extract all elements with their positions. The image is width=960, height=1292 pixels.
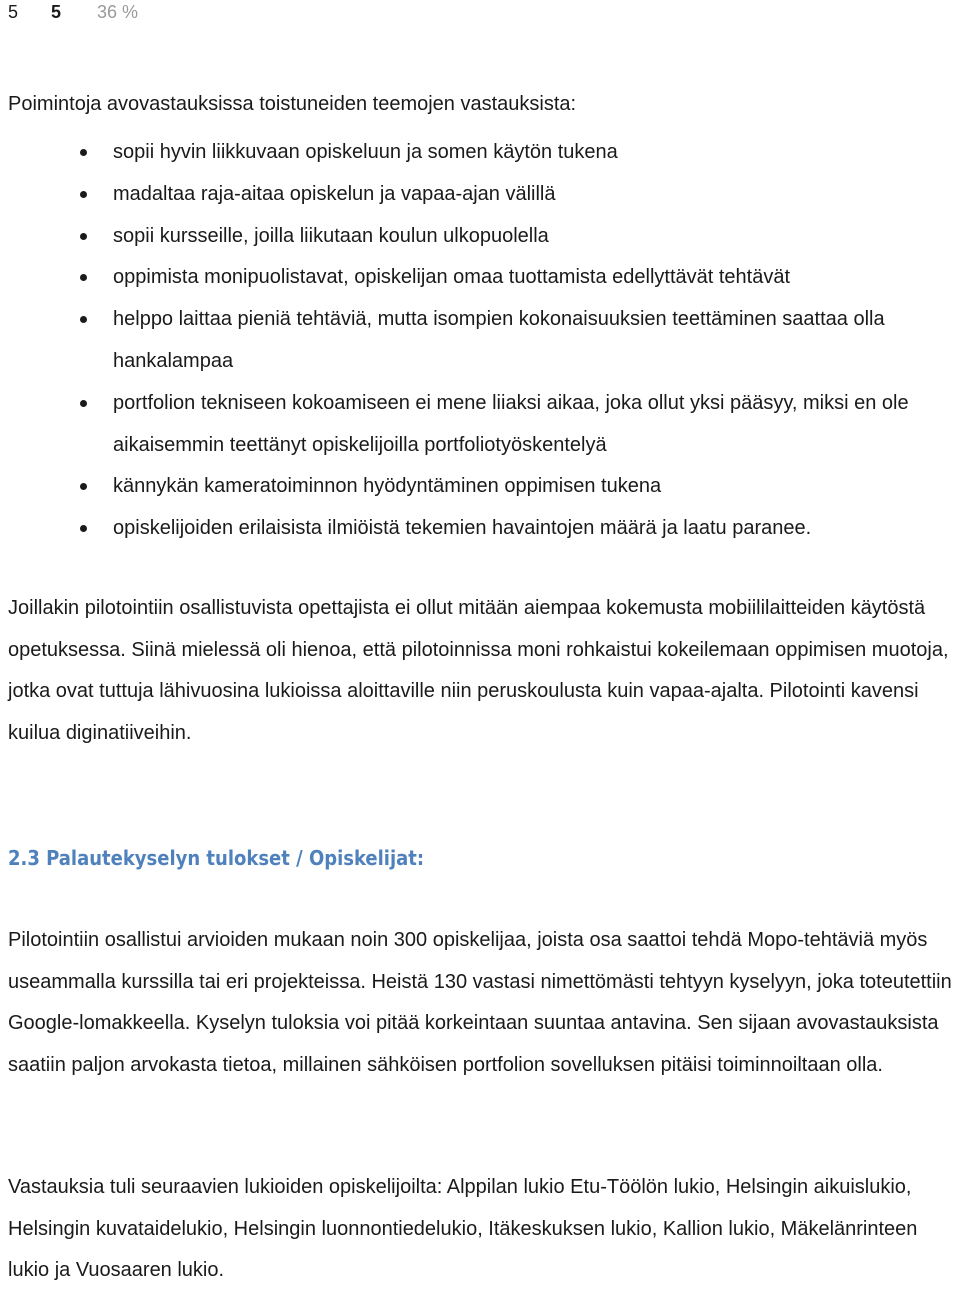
list-item-text: sopii kursseille, joilla liikutaan koulun ulkopuolella bbox=[113, 224, 549, 247]
bullet-icon bbox=[80, 233, 87, 240]
list-item-text: helppo laittaa pieniä tehtäviä, mutta isompien kokonaisuuksien teettäminen saattaa olla hankalampaa bbox=[113, 308, 885, 372]
bullet-icon bbox=[80, 149, 87, 156]
paragraph-student-survey: Pilotointiin osallistui arvioiden mukaan noin 300 opiskelijaa, joista osa saattoi tehdä Mopo-tehtäviä myös useammalla kurssilla tai eri projekteissa. Heistä 130 vastasi nimettömästi tehtyyn kyselyyn, joka toteutettiin Google-lomakkeella. Kyselyn tuloksia voi pitää korkeintaan suuntaa antavina. Sen sijaan avovastauksista saatiin paljon arvokasta tietoa, millainen sähköisen portfolion sovelluksen pitäisi toiminnoiltaan olla. bbox=[8, 929, 952, 1076]
section-heading: 2.3 Palautekyselyn tulokset / Opiskelijat: bbox=[8, 846, 425, 870]
list-item bbox=[0, 299, 943, 383]
bullet-icon bbox=[80, 191, 87, 198]
bullet-icon bbox=[80, 274, 87, 281]
list-item-text: sopii hyvin liikkuvaan opiskeluun ja somen käytön tukena bbox=[113, 141, 618, 163]
list-item bbox=[0, 216, 943, 258]
list-item bbox=[0, 466, 943, 508]
paragraph-schools: Vastauksia tuli seuraavien lukioiden opiskelijoilta: Alppilan lukio Etu-Töölön lukio, Helsingin aikuislukio, Helsingin kuvataidelukio, Helsingin luonnontiedelukio, Itäkeskuksen lukio, Kallion lukio, Mäkelänrinteen lukio ja Vuosaaren lukio. bbox=[8, 1176, 918, 1282]
list-item bbox=[0, 508, 943, 550]
paragraph-pilot-teachers: Joillakin pilotointiin osallistuvista opettajista ei ollut mitään aiempaa kokemusta mobiililaitteiden käytöstä opetuksessa. Siinä mielessä oli hienoa, että pilotoinnissa moni rohkaistui kokeilemaan oppimisen muotoja, jotka ovat tuttuja lähivuosina lukioissa aloittaville niin peruskoulusta kuin vapaa-ajalta. Pilotointi kavensi kuilua diginatiiveihin. bbox=[8, 597, 949, 744]
list-item-text: opiskelijoiden erilaisista ilmiöistä tekemien havaintojen määrä ja laatu paranee. bbox=[113, 517, 812, 540]
page-total: 5 bbox=[51, 2, 62, 22]
feedback-bullet-list bbox=[0, 132, 960, 550]
bullet-icon bbox=[80, 316, 87, 323]
intro-text: Poimintoja avovastauksissa toistuneiden teemojen vastauksista: bbox=[8, 93, 577, 115]
list-item-text: madaltaa raja-aitaa opiskelun ja vapaa-ajan välillä bbox=[113, 182, 556, 205]
bullet-icon bbox=[80, 400, 87, 407]
bullet-icon bbox=[80, 483, 87, 490]
list-item-text: oppimista monipuolistavat, opiskelijan omaa tuottamista edellyttävät tehtävät bbox=[113, 266, 791, 289]
page-current: 5 bbox=[8, 2, 19, 22]
list-item bbox=[0, 174, 943, 216]
list-item-text: portfolion tekniseen kokoamiseen ei mene liiaksi aikaa, joka ollut yksi pääsyy, miksi en ole aikaisemmin teettänyt opiskelijoilla portfoliotyöskentelyä bbox=[113, 391, 909, 456]
list-item bbox=[0, 257, 943, 299]
list-item bbox=[0, 383, 943, 467]
zoom-level[interactable]: 36 % bbox=[97, 2, 139, 22]
list-item bbox=[0, 132, 943, 174]
bullet-icon bbox=[80, 525, 87, 532]
list-item-text: kännykän kameratoiminnon hyödyntäminen oppimisen tukena bbox=[113, 475, 662, 498]
